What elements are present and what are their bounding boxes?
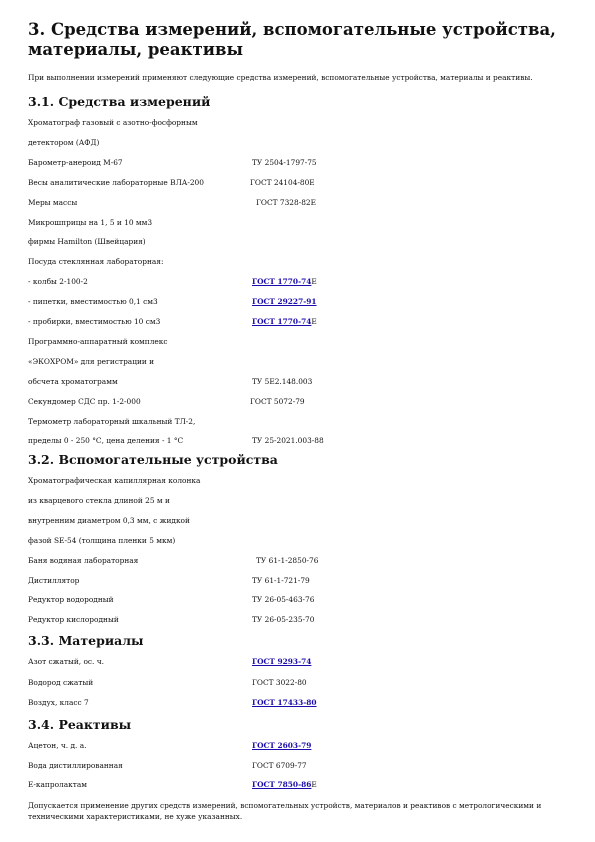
row-standard-link-wrap	[252, 780, 317, 790]
row-standard-link-wrap	[252, 698, 317, 708]
row-label: Термометр лабораторный шкальный ТЛ-2,	[28, 416, 196, 426]
row-label: обсчета хроматограмм	[28, 376, 118, 386]
row-label: внутренним диаметром 0,3 мм, с жидкой	[28, 515, 190, 525]
row-standard: ТУ 26-05-235-70	[252, 615, 315, 625]
row-label: Посуда стеклянная лабораторная:	[28, 257, 164, 267]
standard-link[interactable]: ГОСТ 17433-80	[252, 698, 317, 707]
row-standard: ГОСТ 5072-79	[250, 396, 305, 406]
section-heading: 3.1. Средства измерений	[28, 94, 211, 109]
row-label: - пипетки, вместимостью 0,1 см3	[28, 297, 158, 307]
row-standard: ТУ 25-2021.003-88	[252, 436, 324, 446]
row-label: Ацетон, ч. д. а.	[28, 741, 87, 750]
standard-link[interactable]: ГОСТ 9293-74	[252, 657, 312, 666]
standard-link[interactable]: ГОСТ 2603-79	[252, 741, 312, 750]
row-label: Редуктор кислородный	[28, 615, 119, 625]
standard-link[interactable]: ГОСТ 1770-74	[252, 277, 312, 287]
row-standard: ГОСТ 6709-77	[252, 760, 307, 770]
intro-paragraph: При выполнении измерений применяют следующие средства измерений, вспомогательные устройства, материалы и реактивы.	[28, 73, 533, 82]
standard-link[interactable]: ГОСТ 7850-86	[252, 780, 312, 789]
row-standard: ГОСТ 24104-80Е	[250, 177, 315, 187]
row-label: Воздух, класс 7	[28, 698, 89, 707]
section-heading: 3.2. Вспомогательные устройства	[28, 452, 278, 467]
row-standard: ТУ 2504-1797-75	[252, 157, 317, 167]
row-label: фазой SE-54 (толщина пленки 5 мкм)	[28, 535, 176, 545]
row-standard: ГОСТ 7328-82Е	[256, 197, 316, 207]
row-label: Микрошприцы на 1, 5 и 10 мм3	[28, 217, 153, 227]
footer-paragraph: Допускается применение других средств измерений, вспомогательных устройств, материалов и реактивов с метрологическими и техническими характеристиками, не хуже указанных.	[28, 801, 542, 821]
section-heading: 3.3. Материалы	[28, 633, 144, 648]
row-label: Весы аналитические лабораторные ВЛА-200	[28, 177, 204, 187]
row-label: Вода дистиллированная	[28, 760, 123, 770]
row-label: Водород сжатый	[28, 677, 94, 687]
row-label: Хроматограф газовый с азотно-фосфорным	[28, 118, 198, 127]
row-standard: ТУ 61-1-2850-76	[256, 555, 319, 565]
row-label: фирмы Hamilton (Швейцария)	[28, 237, 146, 247]
row-standard-link-wrap	[252, 317, 317, 327]
row-label: - пробирки, вместимостью 10 см3	[28, 317, 161, 326]
row-label: Барометр-анероид М-67	[28, 157, 123, 167]
row-standard-link-wrap	[252, 741, 311, 751]
standard-suffix: Е	[311, 317, 317, 326]
page-title: 3. Средства измерений, вспомогательные устройства, материалы, реактивы	[28, 20, 556, 59]
row-label: из кварцевого стекла длиной 25 м и	[28, 495, 170, 505]
standard-link[interactable]: ГОСТ 29227-91	[252, 297, 317, 307]
row-standard: ГОСТ 3022-80	[252, 677, 307, 687]
row-label: - колбы 2-100-2	[28, 277, 88, 287]
row-standard: ТУ 26-05-463-76	[252, 595, 315, 605]
row-label: Азот сжатый, ос. ч.	[28, 657, 104, 666]
row-label: Редуктор водородный	[28, 595, 114, 605]
row-label: Меры массы	[28, 197, 78, 207]
row-standard: ТУ 5Е2.148.003	[252, 376, 313, 386]
row-standard-link-wrap	[252, 297, 317, 307]
row-label: пределы 0 - 250 °С, цена деления - 1 °С	[28, 436, 184, 446]
row-label: Хроматографическая капиллярная колонка	[28, 476, 201, 485]
row-label: детектором (АФД)	[28, 137, 100, 147]
row-label: Программно-аппаратный комплекс	[28, 336, 168, 346]
standard-link[interactable]: ГОСТ 1770-74	[252, 317, 312, 326]
row-label: Е-капролактам	[28, 780, 87, 789]
row-label: Дистиллятор	[28, 575, 80, 585]
standard-suffix: Е	[311, 780, 317, 789]
section-heading: 3.4. Реактивы	[28, 717, 132, 732]
row-label: Баня водяная лабораторная	[28, 555, 139, 565]
row-label: «ЭКОХРОМ» для регистрации и	[28, 356, 155, 366]
row-standard: ТУ 61-1-721-79	[252, 575, 310, 585]
standard-suffix: Е	[311, 277, 317, 287]
row-standard-link-wrap	[252, 657, 311, 667]
row-standard-link-wrap	[252, 277, 317, 287]
row-label: Секундомер СДС пр. 1-2-000	[28, 396, 141, 406]
